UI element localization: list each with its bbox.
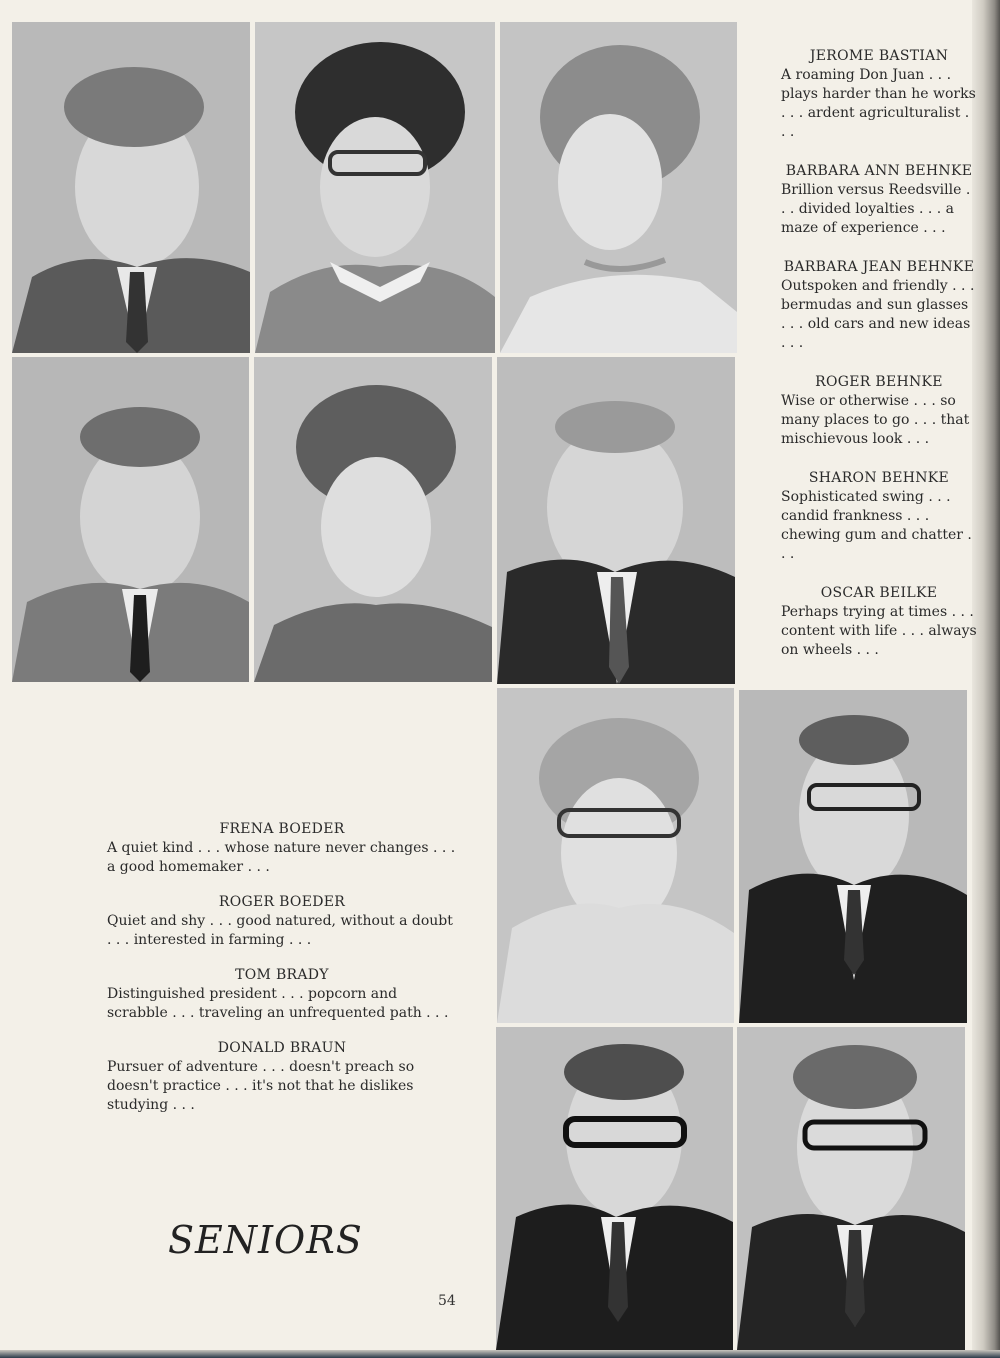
senior-name: JEROME BASTIAN [809,48,949,64]
senior-description: Wise or otherwise . . . so many places to go . . . that mischievous look . . . [781,393,970,447]
caption-entry [781,373,977,449]
portrait-jerome-bastian [12,22,250,353]
portrait-tom-brady [496,1027,733,1350]
senior-name: TOM BRADY [235,967,329,983]
senior-name: BARBARA ANN BEHNKE [785,163,973,179]
portrait-roger-behnke [12,357,249,682]
senior-name: DONALD BRAUN [217,1040,347,1056]
senior-name: SHARON BEHNKE [808,470,950,486]
senior-name: OSCAR BEILKE [820,585,938,601]
caption-entry [107,1039,457,1115]
section-title: SENIORS [168,1218,363,1262]
upper-captions-column [781,47,977,680]
senior-description: Pursuer of adventure . . . doesn't preach so doesn't practice . . . it's not that he dislikes studying . . . [107,1059,415,1113]
portrait-barbara-jean-behnke [500,22,737,353]
senior-description: Distinguished president . . . popcorn and scrabble . . . traveling an unfrequented path . . . [107,986,449,1021]
page-bottom-edge [0,1350,1000,1358]
caption-entry [107,820,457,877]
caption-entry [107,893,457,950]
senior-name: BARBARA JEAN BEHNKE [783,259,975,275]
senior-name: ROGER BOEDER [218,894,346,910]
portrait-barbara-ann-behnke [255,22,495,353]
caption-entry [781,258,977,353]
caption-entry [781,584,977,660]
senior-description: Perhaps trying at times . . . content with life . . . always on wheels . . . [781,604,977,658]
caption-entry [107,966,457,1023]
caption-entry [781,162,977,238]
page-number: 54 [438,1293,456,1309]
senior-description: Brillion versus Reedsville . . . divided loyalties . . . a maze of experience . . . [781,182,971,236]
senior-description: A quiet kind . . . whose nature never changes . . . a good homemaker . . . [107,840,456,875]
senior-description: Outspoken and friendly . . . bermudas and sun glasses . . . old cars and new ideas . . . [781,278,975,351]
portrait-oscar-beilke [497,357,735,684]
portrait-donald-braun [737,1027,965,1350]
portrait-sharon-behnke [254,357,492,682]
portrait-frena-boeder [497,688,734,1023]
senior-name: ROGER BEHNKE [815,374,943,390]
portrait-roger-boeder [739,690,967,1023]
senior-description: Quiet and shy . . . good natured, without a doubt . . . interested in farming . . . [107,913,453,948]
senior-description: Sophisticated swing . . . candid frankness . . . chewing gum and chatter . . . [781,489,972,562]
senior-name: FRENA BOEDER [219,821,345,837]
caption-entry [781,469,977,564]
lower-captions-column [107,820,457,1131]
senior-description: A roaming Don Juan . . . plays harder than he works . . . ardent agriculturalist . . . [781,67,976,140]
caption-entry [781,47,977,142]
